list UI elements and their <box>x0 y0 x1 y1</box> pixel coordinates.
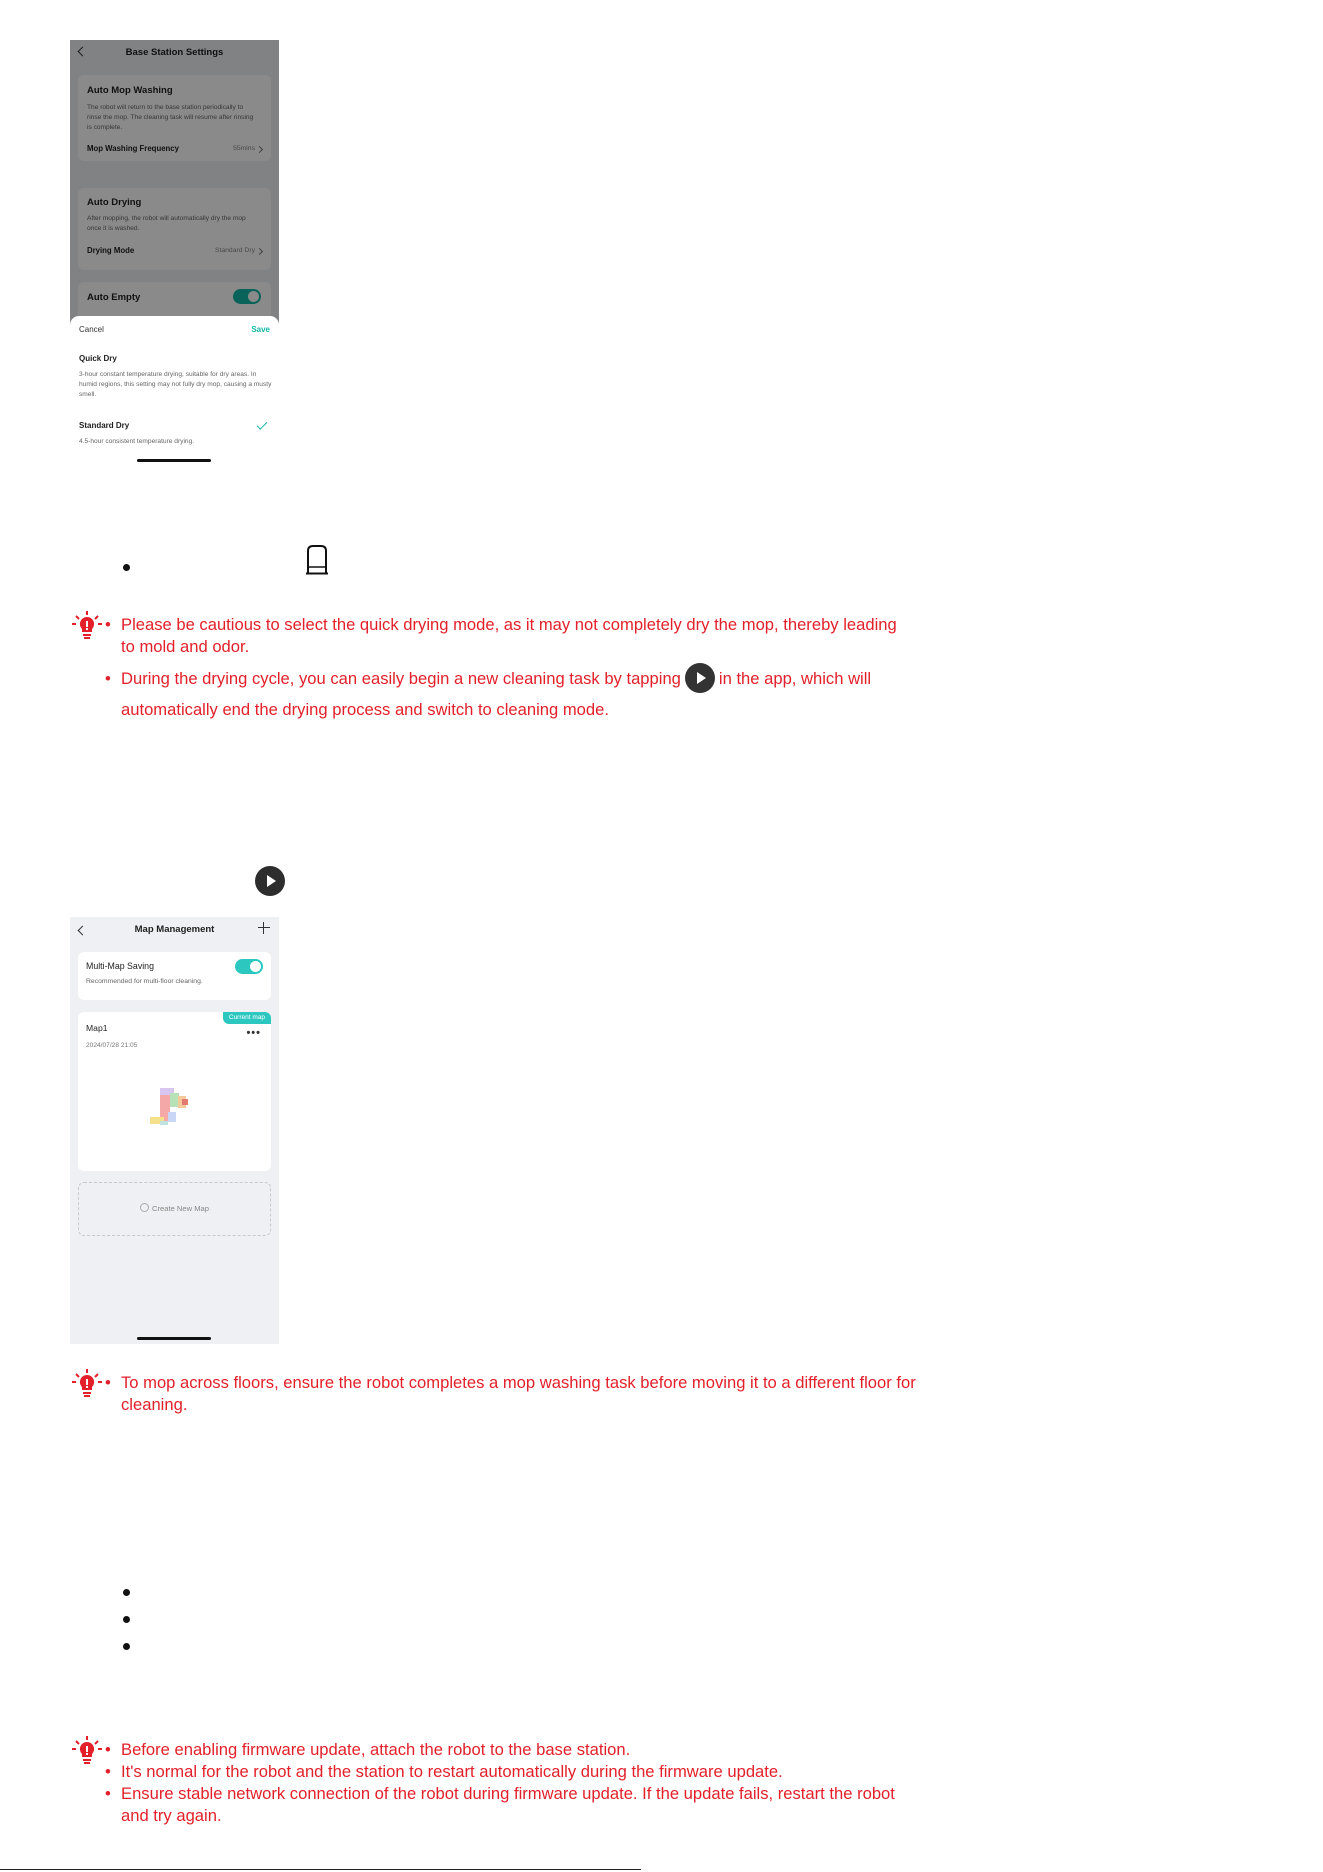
option-standard-dry-description: 4.5-hour consistent temperature drying. <box>79 438 195 445</box>
save-button[interactable]: Save <box>251 325 270 334</box>
map-management-screenshot <box>70 917 279 1344</box>
firmware-note-1: • Before enabling firmware update, attach the robot to the base station. <box>105 1740 631 1759</box>
multi-map-description: Recommended for multi-floor cleaning. <box>86 978 203 985</box>
firmware-note-3: • Ensure stable network connection of the robot during firmware update. If the update fails, restart the robot and try again. <box>105 1784 895 1825</box>
auto-drying-title: Auto Drying <box>87 197 142 208</box>
drying-note-2: • During the drying cycle, you can easily begin a new cleaning task by tapping in the app, which will automatically end the drying process and switch to cleaning mode. <box>121 663 921 725</box>
home-indicator <box>137 1337 211 1340</box>
floor-note-1: • To mop across floors, ensure the robot completes a mop washing task before moving it to a different floor for cleaning. <box>105 1373 916 1414</box>
settings-title: Base Station Settings <box>125 47 224 58</box>
option-standard-dry-title[interactable]: Standard Dry <box>79 421 130 430</box>
play-icon <box>255 866 285 896</box>
list-bullet <box>123 1616 130 1623</box>
lightbulb-tip-icon <box>72 1368 102 1398</box>
option-quick-dry-title[interactable]: Quick Dry <box>79 354 117 363</box>
multi-map-title: Multi-Map Saving <box>86 961 154 971</box>
option-quick-dry-description: 3-hour constant temperature drying, suitable for dry areas. In humid regions, this setting may not fully dry mop, causing a musty smell. <box>79 371 272 398</box>
list-bullet <box>123 1643 130 1650</box>
list-bullet <box>123 564 130 571</box>
drying-mode-sheet <box>70 316 279 465</box>
auto-mop-washing-title: Auto Mop Washing <box>87 85 173 96</box>
current-map-badge: Current map <box>223 1012 271 1024</box>
add-icon[interactable] <box>258 922 270 934</box>
mop-washing-frequency-label[interactable]: Mop Washing Frequency <box>87 144 179 153</box>
plus-circle-icon <box>140 1203 149 1212</box>
drying-mode-value: Standard Dry <box>214 247 255 254</box>
map-date: 2024/07/28 21:05 <box>86 1042 138 1049</box>
cancel-button[interactable]: Cancel <box>79 325 104 334</box>
auto-drying-description: After mopping, the robot will automatically dry the mop once it is washed. <box>87 215 246 232</box>
map-name: Map1 <box>86 1023 108 1033</box>
more-options-icon[interactable]: ••• <box>246 1027 261 1039</box>
auto-mop-washing-description: The robot will return to the base station periodically to rinse the mop. The cleaning task will resume after rinsing is complete. <box>87 104 254 131</box>
drying-mode-label[interactable]: Drying Mode <box>87 246 135 255</box>
create-new-map-button[interactable]: Create New Map <box>78 1182 271 1236</box>
home-indicator <box>137 459 211 462</box>
auto-empty-title: Auto Empty <box>87 292 141 303</box>
drying-note-1: • Please be cautious to select the quick drying mode, as it may not completely dry the mop, thereby leading to mold and odor. <box>105 615 897 656</box>
settings-screenshot <box>70 40 279 465</box>
map-thumbnail-icon <box>148 1087 198 1129</box>
multi-map-toggle[interactable] <box>235 959 263 974</box>
map-card[interactable] <box>78 1012 271 1171</box>
mop-washing-frequency-value: 55mins <box>233 145 255 152</box>
multi-map-card <box>78 952 271 1000</box>
base-station-icon <box>305 545 329 575</box>
lightbulb-tip-icon <box>72 1735 102 1765</box>
lightbulb-tip-icon <box>72 610 102 640</box>
footer-divider <box>0 1869 641 1870</box>
map-management-title: Map Management <box>134 924 215 935</box>
play-icon <box>685 663 715 693</box>
list-bullet <box>123 1589 130 1596</box>
firmware-note-2: • It's normal for the robot and the station to restart automatically during the firmware update. <box>105 1762 783 1781</box>
checkmark-icon <box>257 419 268 430</box>
